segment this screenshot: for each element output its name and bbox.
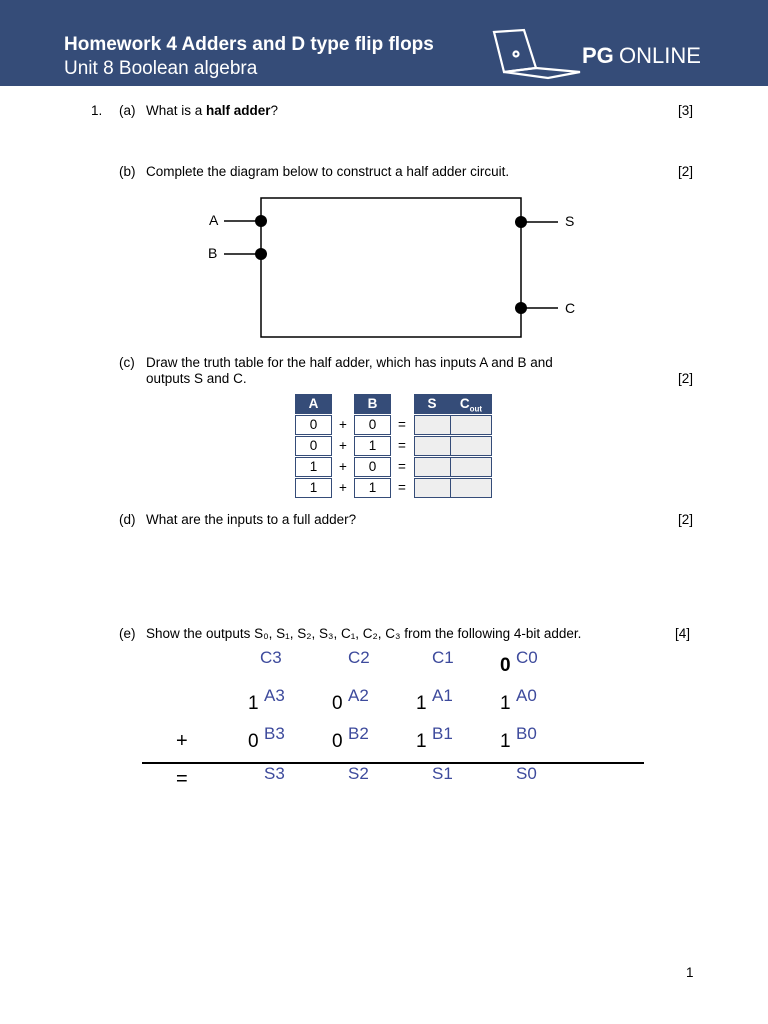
output-c-label: C <box>565 300 576 316</box>
circuit-box <box>261 198 521 337</box>
b3-value: 0 <box>248 731 259 752</box>
b0-label: B0 <box>516 724 537 743</box>
equals-sign: = <box>398 480 406 495</box>
plus-sign: + <box>339 459 347 474</box>
logo-online-text: ONLINE <box>619 43 701 68</box>
part-a-label: (a) <box>119 103 136 118</box>
part-e-question: Show the outputs S₀, S₁, S₂, S₃, C₁, C₂, C₃ from the following 4-bit adder. <box>146 626 582 641</box>
s3-label: S3 <box>264 764 285 783</box>
input-b-node <box>255 248 267 260</box>
part-d-question: What are the inputs to a full adder? <box>146 512 357 527</box>
table-cell-b: 1 <box>354 436 391 456</box>
table-cell-a: 1 <box>295 478 332 498</box>
pg-online-logo <box>490 28 710 85</box>
input-a-node <box>255 215 267 227</box>
answer-cell-s[interactable] <box>414 415 451 435</box>
output-c-node <box>515 302 527 314</box>
table-cell-a: 1 <box>295 457 332 477</box>
table-cell-a: 0 <box>295 436 332 456</box>
question-number: 1. <box>91 103 103 118</box>
header-a: A <box>295 394 332 414</box>
part-e-marks: [4] <box>675 626 691 641</box>
carry-label-c2: C2 <box>348 648 370 667</box>
carry-label-c0: C0 <box>516 648 538 667</box>
plus-operator: + <box>176 730 188 752</box>
equals-sign: = <box>398 438 406 453</box>
worksheet-title: Homework 4 Adders and D type flip flops <box>64 34 434 55</box>
a1-label: A1 <box>432 686 453 705</box>
plus-sign: + <box>339 438 347 453</box>
a3-value: 1 <box>248 693 259 714</box>
sum-divider-line <box>142 762 644 764</box>
header-s: S <box>414 394 450 414</box>
part-c-question-line2: outputs S and C. <box>146 371 247 386</box>
b2-value: 0 <box>332 731 343 752</box>
table-cell-b: 0 <box>354 457 391 477</box>
answer-cell-cout[interactable] <box>450 457 492 477</box>
input-a-label: A <box>209 212 219 228</box>
header-cout: $C_{out}$ <box>450 394 492 414</box>
answer-cell-s[interactable] <box>414 478 451 498</box>
part-a-marks: [3] <box>678 103 694 118</box>
part-d-marks: [2] <box>678 512 694 527</box>
b0-value: 1 <box>500 731 511 752</box>
table-cell-a: 0 <box>295 415 332 435</box>
a0-value: 1 <box>500 693 511 714</box>
part-c-question-line1: Draw the truth table for the half adder, which has inputs A and B and <box>146 355 553 370</box>
b3-label: B3 <box>264 724 285 743</box>
equals-operator: = <box>176 768 188 790</box>
laptop-icon <box>490 28 710 80</box>
b2-label: B2 <box>348 724 369 743</box>
a3-label: A3 <box>264 686 285 705</box>
part-c-label: (c) <box>119 355 135 370</box>
plus-sign: + <box>339 417 347 432</box>
part-b-label: (b) <box>119 164 136 179</box>
equals-sign: = <box>398 459 406 474</box>
output-s-label: S <box>565 213 575 229</box>
a0-label: A0 <box>516 686 537 705</box>
s2-label: S2 <box>348 764 369 783</box>
part-e-label: (e) <box>119 626 136 641</box>
part-b-marks: [2] <box>678 164 694 179</box>
s0-label: S0 <box>516 764 537 783</box>
output-s-node <box>515 216 527 228</box>
a1-value: 1 <box>416 693 427 714</box>
equals-sign: = <box>398 417 406 432</box>
table-cell-b: 1 <box>354 478 391 498</box>
a2-value: 0 <box>332 693 343 714</box>
part-a-question: What is a half adder? <box>146 103 279 118</box>
part-b-question: Complete the diagram below to construct a half adder circuit. <box>146 164 510 179</box>
plus-sign: + <box>339 480 347 495</box>
answer-cell-s[interactable] <box>414 436 451 456</box>
header-b: B <box>354 394 391 414</box>
answer-cell-s[interactable] <box>414 457 451 477</box>
s1-label: S1 <box>432 764 453 783</box>
answer-cell-cout[interactable] <box>450 436 492 456</box>
carry-c0-value: 0 <box>500 655 511 676</box>
part-c-marks: [2] <box>678 371 694 386</box>
b1-label: B1 <box>432 724 453 743</box>
page-number: 1 <box>686 965 694 980</box>
table-cell-b: 0 <box>354 415 391 435</box>
a2-label: A2 <box>348 686 369 705</box>
carry-label-c3: C3 <box>260 648 282 667</box>
carry-label-c1: C1 <box>432 648 454 667</box>
input-b-label: B <box>208 245 218 261</box>
answer-cell-cout[interactable] <box>450 478 492 498</box>
answer-cell-cout[interactable] <box>450 415 492 435</box>
page-header <box>0 0 768 86</box>
part-d-label: (d) <box>119 512 136 527</box>
logo-pg-text: PG <box>582 43 614 68</box>
worksheet-subtitle: Unit 8 Boolean algebra <box>64 58 258 79</box>
b1-value: 1 <box>416 731 427 752</box>
